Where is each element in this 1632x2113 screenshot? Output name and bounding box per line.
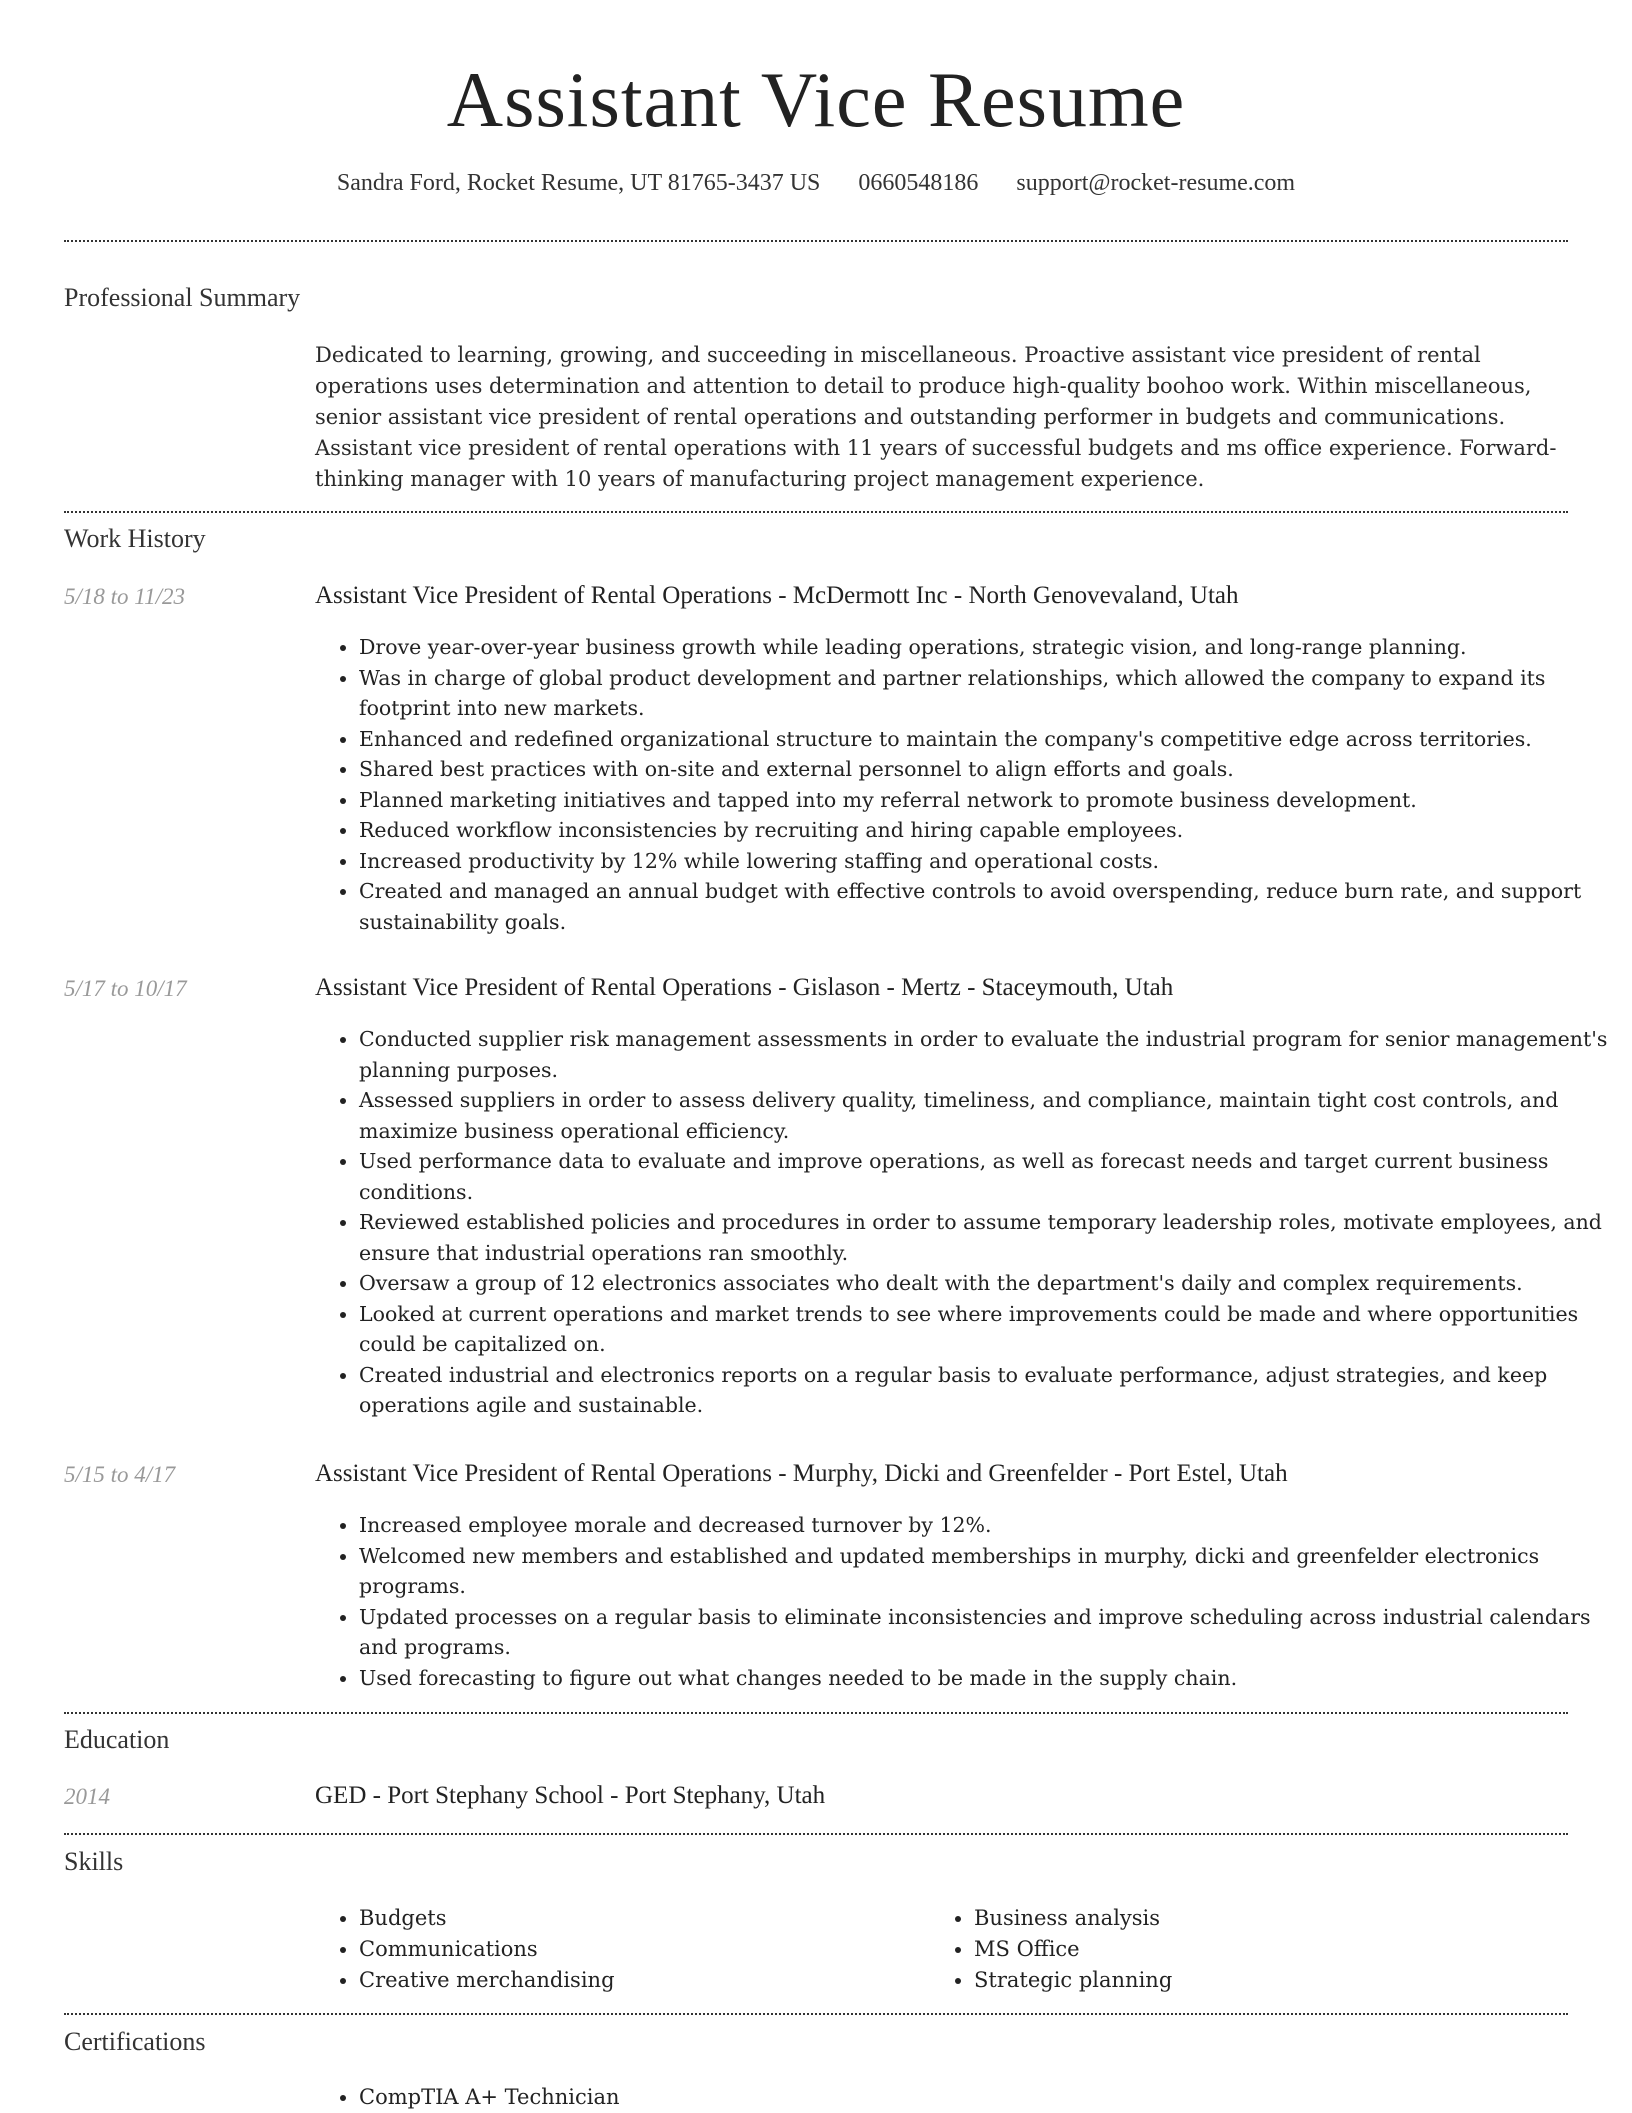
education-entry: GED - Port Stephany School - Port Stephany, Utah [315,1782,826,1809]
job-title: Assistant Vice President of Rental Operations - Murphy, Dicki and Greenfelder - Port Estel, Utah [315,1460,1288,1487]
list-item: • Created and managed an annual budget with effective controls to avoid overspending, reduce burn rate, and support sustainability goals. [359,876,1609,937]
list-item: • Strategic planning [974,1965,1574,1996]
list-item: • Drove year-over-year business growth while leading operations, strategic vision, and long-range planning. [359,632,1609,663]
list-item: • Used performance data to evaluate and improve operations, as well as forecast needs and target current business conditions. [359,1146,1609,1207]
list-item: • Creative merchandising [359,1965,919,1996]
list-item: • Was in charge of global product development and partner relationships, which allowed the company to expand its footprint into new markets. [359,663,1609,724]
list-item: • Created industrial and electronics reports on a regular basis to evaluate performance, adjust strategies, and keep operations agile and sustainable. [359,1360,1609,1421]
list-item: • Looked at current operations and market trends to see where improvements could be made and where opportunities could be capitalized on. [359,1299,1609,1360]
section-heading-certifications: Certifications [64,2027,206,2056]
job-dates: 5/17 to 10/17 [64,976,187,1001]
list-item: • Reviewed established policies and procedures in order to assume temporary leadership roles, motivate employees, and ensure that industrial operations ran smoothly. [359,1207,1609,1268]
list-item: • Reduced workflow inconsistencies by recruiting and hiring capable employees. [359,815,1609,846]
job-dates: 5/18 to 11/23 [64,584,185,609]
list-item: • Used forecasting to figure out what changes needed to be made in the supply chain. [359,1663,1609,1694]
list-item: • Communications [359,1934,919,1965]
divider [64,1712,1568,1714]
contact-phone: 0660548186 [858,170,979,196]
skills-list-left [315,1903,919,1996]
list-item: • Business analysis [974,1903,1574,1934]
section-heading-summary: Professional Summary [64,283,301,312]
list-item: • CompTIA A+ Technician [359,2082,1159,2113]
divider [64,511,1568,513]
contact-address: Sandra Ford, Rocket Resume, UT 81765-3437 US [336,170,821,196]
section-heading-work: Work History [64,524,206,553]
divider [64,2013,1568,2015]
list-item: • Enhanced and redefined organizational structure to maintain the company's competitive edge across territories. [359,724,1609,755]
job-title: Assistant Vice President of Rental Operations - Gislason - Mertz - Staceymouth, Utah [315,974,1174,1001]
contact-email: support@rocket-resume.com [1016,170,1296,196]
education-year: 2014 [64,1784,110,1809]
skills-list-right [930,1903,1574,1996]
list-item: • Conducted supplier risk management assessments in order to evaluate the industrial program for senior management's planning purposes. [359,1024,1609,1085]
divider [64,1833,1568,1835]
list-item: • Assessed suppliers in order to assess delivery quality, timeliness, and compliance, maintain tight cost controls, and maximize business operational efficiency. [359,1085,1609,1146]
job-bullets [315,1024,1609,1421]
list-item: • Budgets [359,1903,919,1934]
section-heading-education: Education [64,1725,170,1754]
list-item: • Increased productivity by 12% while lowering staffing and operational costs. [359,846,1609,877]
list-item: • Welcomed new members and established and updated memberships in murphy, dicki and greenfelder electronics programs. [359,1541,1609,1602]
list-item: • Increased employee morale and decreased turnover by 12%. [359,1510,1609,1541]
contact-line [0,170,1632,197]
list-item: • Shared best practices with on-site and external personnel to align efforts and goals. [359,754,1609,785]
job-bullets [315,632,1609,937]
certifications-list [315,2082,1159,2113]
list-item: • Updated processes on a regular basis to eliminate inconsistencies and improve scheduling across industrial calendars and programs. [359,1602,1609,1663]
list-item: • MS Office [974,1934,1574,1965]
resume-title: Assistant Vice Resume [446,56,1186,143]
job-dates: 5/15 to 4/17 [64,1462,176,1487]
job-bullets [315,1510,1609,1693]
divider [64,240,1568,242]
job-title: Assistant Vice President of Rental Operations - McDermott Inc - North Genovevaland, Utah [315,582,1239,609]
list-item: • Planned marketing initiatives and tapped into my referral network to promote business development. [359,785,1609,816]
section-heading-skills: Skills [64,1847,124,1876]
summary-text: Dedicated to learning, growing, and succeeding in miscellaneous. Proactive assistant vice president of rental operations uses determination and attention to detail to produce high-quality boohoo work. Within miscellaneous, senior assistant vice president of rental operations and outstanding performer in budgets and communications. Assistant vice president of rental operations with 11 years of successful budgets and ms office experience. Forward-thinking manager with 10 years of manufacturing project management experience. [315,343,1557,491]
list-item: • Oversaw a group of 12 electronics associates who dealt with the department's daily and complex requirements. [359,1268,1609,1299]
